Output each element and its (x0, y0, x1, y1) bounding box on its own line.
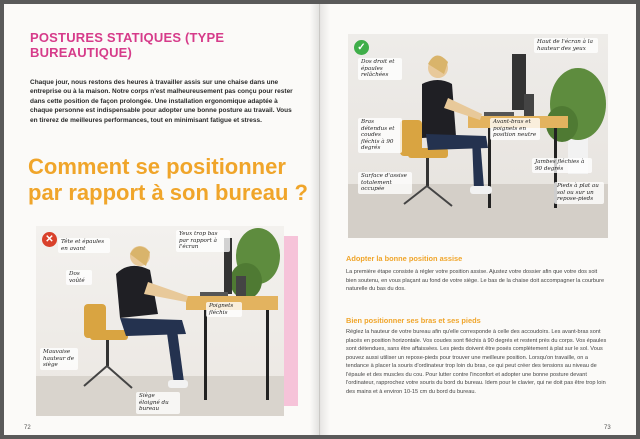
annotation-arms-relaxed: Bras détendus et coudes fléchis à 90 degrés (358, 118, 402, 153)
pink-accent-bar (284, 236, 298, 406)
annotation-screen-height: Haut de l'écran à la hauteur des yeux (534, 38, 598, 53)
good-posture-photo (348, 34, 608, 238)
paragraph-sitting-position: La première étape consiste à régler votre position assise. Ajustez votre dossier afin que votre dos soit bien soutenu, en vous plaçant au fond de votre siège. Le bas de la chaise doit accompagner la courbure naturelle du bas du dos. (346, 269, 605, 292)
subheading-arms-feet: Bien positionner ses bras et ses pieds (346, 316, 481, 325)
bad-posture-photo (36, 226, 284, 416)
section-title: POSTURES STATIQUES (TYPE BUREAUTIQUE) (30, 30, 225, 60)
bad-posture-illustration (36, 226, 284, 416)
annotation-back-straight: Dos droit et épaules relâchées (358, 58, 402, 80)
annotation-forearms-neutral: Avant-bras et poignets en position neutre (490, 118, 540, 140)
annotation-seat-far: Siège éloigné du bureau (136, 392, 180, 414)
intro-paragraph: Chaque jour, nous restons des heures à travailler assis sur une chaise dans une entreprise ou à la maison. Notre corps n'est malheureusement pas conçu pour rester dans cette position de façon prolongée. Une installation ergonomique adaptée à chaque personne est indispensable pour adopter une bonne posture au travail. Vous en tirerez de meilleures performances, tout en minimisant fatigue et stress. (30, 79, 293, 124)
annotation-feet-flat: Pieds à plat au sol ou sur un repose-pieds (554, 182, 604, 204)
page-number-right: 73 (604, 425, 611, 431)
good-posture-badge: ✓ (354, 40, 369, 55)
annotation-legs-bent: Jambes fléchies à 90 degrés (532, 158, 592, 173)
book-spread (4, 4, 636, 435)
annotation-wrists-bent: Poignets fléchis (206, 302, 242, 317)
annotation-head-forward: Tête et épaules en avant (58, 238, 110, 253)
annotation-eyes-low: Yeux trop bas par rapport à l'écran (176, 230, 230, 252)
subheading-sitting-position: Adopter la bonne position assise (346, 254, 463, 263)
left-page (4, 4, 320, 435)
bad-posture-badge: ✕ (42, 232, 57, 247)
page-heading: Comment se positionner par rapport à son bureau ? (28, 154, 308, 205)
annotation-seat-height: Mauvaise hauteur de siège (40, 348, 78, 370)
page-number-left: 72 (24, 425, 31, 431)
annotation-rounded-back: Dos voûté (66, 270, 92, 285)
paragraph-arms-feet: Réglez la hauteur de votre bureau afin qu'elle corresponde à celle des accoudoirs. Les avant-bras sont placés en position horizontale. Vos coudes sont fléchis à 90 degrés et restent près du corps. Vos épaules sont détendues, sans être affaissées. Les pieds doivent être posés complètement à plat sur le sol. Vous pouvez aussi utiliser un repose-pieds pour trouver une meilleure position. Lorsqu'on travaille, on a tendance à placer la souris d'ordinateur trop loin du bras, ce qui peut créer des tensions au niveau de l'épaule et des muscles du cou. Pour lutter contre l'inconfort et adopter une bonne posture devant l'ordinateur, rapprochez votre souris du bord du bureau. Idem pour le clavier, qui ne doit pas être trop loin des mains et à environ 10-15 cm du bord du bureau. (346, 329, 607, 395)
annotation-seat-surface: Surface d'assise totalement occupée (358, 172, 412, 194)
